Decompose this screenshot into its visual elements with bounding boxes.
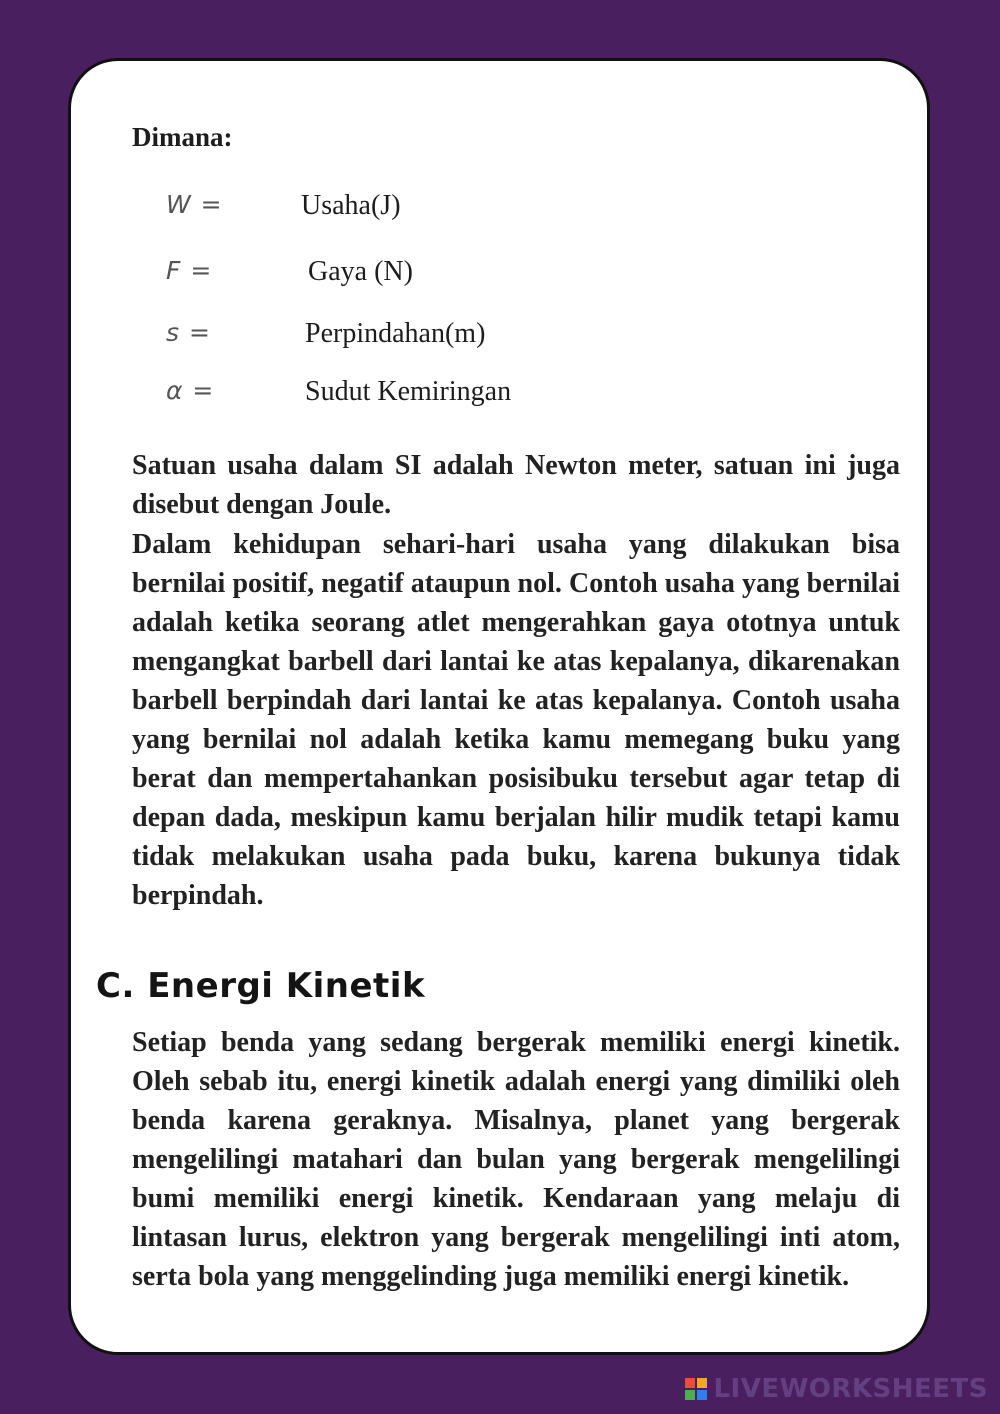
symbol-alpha: α =: [166, 376, 215, 405]
meaning-displacement: Perpindahan(m): [305, 318, 486, 349]
definition-row-displacement: [0, 318, 1000, 358]
symbol-s: s =: [166, 318, 211, 347]
liveworksheets-logo-icon: [685, 1378, 707, 1400]
watermark: [685, 1374, 988, 1404]
definition-row-force: [0, 256, 1000, 296]
meaning-force: Gaya (N): [308, 256, 413, 287]
definition-row-work: [0, 190, 1000, 230]
symbol-f: F =: [166, 256, 213, 285]
definitions-heading: Dimana:: [132, 122, 233, 152]
paragraph-si-unit: Satuan usaha dalam SI adalah Newton meter, satuan ini juga disebut dengan Joule.: [132, 450, 900, 520]
meaning-work: Usaha(J): [301, 190, 401, 221]
paragraph-kinetic-energy: Setiap benda yang sedang bergerak memiliki energi kinetik. Oleh sebab itu, energi kinetik adalah energi yang dimiliki oleh benda karena geraknya. Misalnya, planet yang bergerak mengelilingi matahari dan bulan yang bergerak mengelilingi bumi memiliki energi kinetik. Kendaraan yang melaju di lintasan lurus, elektron yang bergerak mengelilingi inti atom, serta bola yang menggelinding juga memiliki energi kinetik.: [132, 1027, 900, 1292]
paragraph-work-examples: Dalam kehidupan sehari-hari usaha yang dilakukan bisa bernilai positif, negatif ataupun nol. Contoh usaha yang bernilai adalah ketika seorang atlet mengerahkan gaya ototnya untuk mengangkat barbell dari lantai ke atas kepalanya, dikarenakan barbell berpindah dari lantai ke atas kepalanya. Contoh usaha yang bernilai nol adalah ketika kamu memegang buku yang berat dan mempertahankan posisibuku tersebut agar tetap di depan dada, meskipun kamu berjalan hilir mudik tetapi kamu tidak melakukan usaha pada buku, karena bukunya tidak berpindah.: [132, 529, 900, 911]
watermark-text: LIVEWORKSHEETS: [713, 1374, 988, 1404]
definition-row-angle: [0, 376, 1000, 416]
section-title: C. Energi Kinetik: [96, 966, 426, 1006]
symbol-w: W =: [166, 190, 223, 219]
meaning-angle: Sudut Kemiringan: [305, 376, 512, 407]
